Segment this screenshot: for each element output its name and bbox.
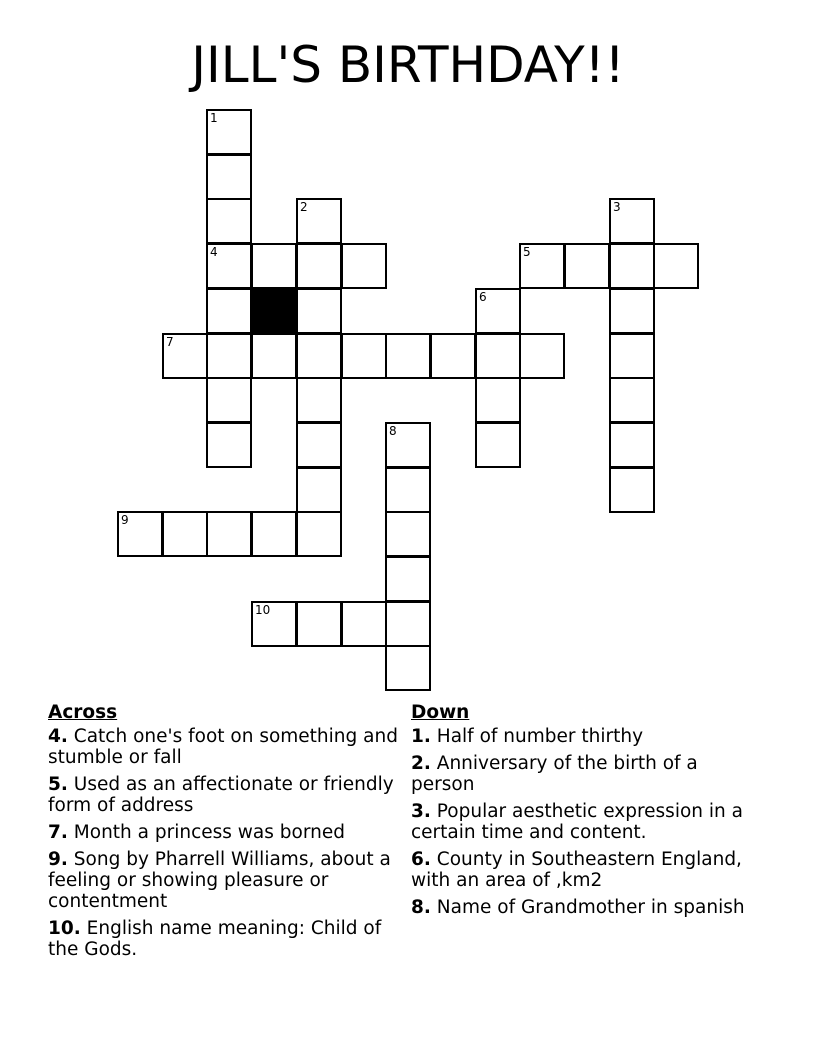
grid-cell[interactable] bbox=[609, 198, 655, 244]
clue-number: 10. bbox=[48, 918, 81, 939]
black-cell bbox=[251, 288, 297, 334]
cell-number: 2 bbox=[300, 200, 308, 214]
clue-down-6 bbox=[411, 849, 751, 891]
grid-cell[interactable] bbox=[609, 288, 655, 334]
grid-cell[interactable] bbox=[251, 601, 297, 647]
down-clues bbox=[411, 702, 751, 924]
puzzle-title: JILL'S BIRTHDAY!! bbox=[191, 36, 625, 94]
grid-cell[interactable] bbox=[206, 198, 252, 244]
grid-cell[interactable] bbox=[475, 377, 521, 423]
grid-cell[interactable] bbox=[385, 556, 431, 602]
cell-number: 3 bbox=[613, 200, 621, 214]
clue-text: Catch one's foot on something and stumble or fall bbox=[48, 726, 398, 768]
clue-number: 4. bbox=[48, 726, 68, 747]
grid-cell[interactable] bbox=[475, 333, 521, 379]
cell-number: 10 bbox=[255, 603, 271, 617]
grid-cell[interactable] bbox=[296, 467, 342, 513]
grid-cell[interactable] bbox=[341, 333, 387, 379]
grid-cell[interactable] bbox=[341, 243, 387, 289]
clue-text: Song by Pharrell Williams, about a feeling or showing pleasure or contentment bbox=[48, 849, 391, 912]
grid-cell[interactable] bbox=[609, 467, 655, 513]
clue-text: County in Southeastern England, with an area of ,km2 bbox=[411, 849, 742, 891]
clue-text: Used as an affectionate or friendly form of address bbox=[48, 774, 394, 816]
grid-cell[interactable] bbox=[251, 511, 297, 557]
clue-number: 8. bbox=[411, 897, 431, 918]
clue-number: 2. bbox=[411, 753, 431, 774]
clue-number: 7. bbox=[48, 822, 68, 843]
grid-cell[interactable] bbox=[609, 422, 655, 468]
grid-cell[interactable] bbox=[296, 377, 342, 423]
clue-number: 1. bbox=[411, 726, 431, 747]
grid-cell[interactable] bbox=[251, 333, 297, 379]
clue-down-1 bbox=[411, 726, 751, 747]
clue-number: 9. bbox=[48, 849, 68, 870]
grid-cell[interactable] bbox=[296, 333, 342, 379]
grid-cell[interactable] bbox=[296, 601, 342, 647]
grid-cell[interactable] bbox=[296, 243, 342, 289]
clue-down-3 bbox=[411, 801, 751, 843]
clue-number: 3. bbox=[411, 801, 431, 822]
grid-cell[interactable] bbox=[117, 511, 163, 557]
grid-cell[interactable] bbox=[385, 333, 431, 379]
clue-text: English name meaning: Child of the Gods. bbox=[48, 918, 382, 960]
grid-cell[interactable] bbox=[296, 288, 342, 334]
grid-cell[interactable] bbox=[251, 243, 297, 289]
grid-cell[interactable] bbox=[206, 333, 252, 379]
grid-cell[interactable] bbox=[475, 422, 521, 468]
grid-cell[interactable] bbox=[206, 511, 252, 557]
clue-text: Popular aesthetic expression in a certain time and content. bbox=[411, 801, 743, 843]
grid-cell[interactable] bbox=[519, 333, 565, 379]
down-heading: Down bbox=[411, 702, 470, 723]
grid-cell[interactable] bbox=[341, 601, 387, 647]
clue-across-5 bbox=[48, 774, 400, 816]
grid-cell[interactable] bbox=[206, 422, 252, 468]
clue-across-10 bbox=[48, 918, 400, 960]
grid-cell[interactable] bbox=[609, 333, 655, 379]
clue-text: Half of number thirthy bbox=[436, 726, 644, 747]
clue-across-9 bbox=[48, 849, 400, 912]
across-heading: Across bbox=[48, 702, 118, 723]
grid-cell[interactable] bbox=[385, 645, 431, 691]
grid-cell[interactable] bbox=[609, 377, 655, 423]
clue-number: 5. bbox=[48, 774, 68, 795]
clue-number: 6. bbox=[411, 849, 431, 870]
grid-cell[interactable] bbox=[385, 601, 431, 647]
cell-number: 7 bbox=[166, 335, 174, 349]
grid-cell[interactable] bbox=[564, 243, 610, 289]
clue-text: Anniversary of the birth of a person bbox=[411, 753, 698, 795]
across-clues bbox=[48, 702, 400, 966]
clue-down-8 bbox=[411, 897, 751, 918]
grid-cell[interactable] bbox=[296, 198, 342, 244]
clue-text: Name of Grandmother in spanish bbox=[436, 897, 745, 918]
grid-cell[interactable] bbox=[162, 511, 208, 557]
cell-number: 9 bbox=[121, 513, 129, 527]
grid-cell[interactable] bbox=[519, 243, 565, 289]
cell-number: 5 bbox=[523, 245, 531, 259]
grid-cell[interactable] bbox=[206, 154, 252, 200]
grid-cell[interactable] bbox=[653, 243, 699, 289]
grid-cell[interactable] bbox=[296, 511, 342, 557]
grid-cell[interactable] bbox=[206, 109, 252, 155]
clue-down-2 bbox=[411, 753, 751, 795]
cell-number: 6 bbox=[479, 290, 487, 304]
cell-number: 1 bbox=[210, 111, 218, 125]
grid-cell[interactable] bbox=[206, 377, 252, 423]
grid-cell[interactable] bbox=[385, 422, 431, 468]
grid-cell[interactable] bbox=[206, 288, 252, 334]
clue-text: Month a princess was borned bbox=[73, 822, 345, 843]
grid-cell[interactable] bbox=[206, 243, 252, 289]
grid-cell[interactable] bbox=[385, 467, 431, 513]
grid-cell[interactable] bbox=[475, 288, 521, 334]
cell-number: 4 bbox=[210, 245, 218, 259]
grid-cell[interactable] bbox=[385, 511, 431, 557]
grid-cell[interactable] bbox=[609, 243, 655, 289]
grid-cell[interactable] bbox=[430, 333, 476, 379]
grid-cell[interactable] bbox=[162, 333, 208, 379]
clue-across-4 bbox=[48, 726, 400, 768]
grid-cell[interactable] bbox=[296, 422, 342, 468]
cell-number: 8 bbox=[389, 424, 397, 438]
clue-across-7 bbox=[48, 822, 400, 843]
